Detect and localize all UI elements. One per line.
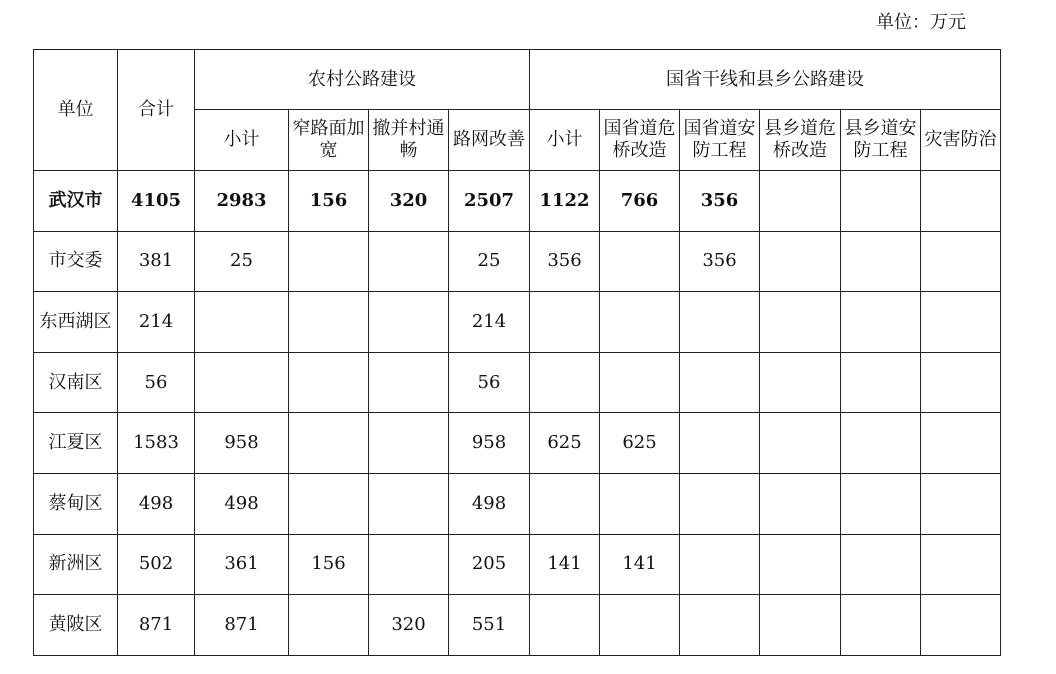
cell-total: 4105 [118, 171, 195, 232]
cell-nat-subtotal: 141 [530, 534, 600, 595]
cell-nat-bridge [600, 292, 680, 353]
header-village-road-text: 撤并村通畅 [372, 118, 445, 161]
cell-narrow [289, 352, 369, 413]
cell-unit: 汉南区 [34, 352, 118, 413]
cell-county-bridge [760, 595, 841, 656]
cell-rural-subtotal: 958 [195, 413, 289, 474]
unit-label: 单位：万元 [876, 12, 966, 33]
header-village-road [369, 110, 449, 171]
cell-nat-bridge: 625 [600, 413, 680, 474]
cell-rural-subtotal: 361 [195, 534, 289, 595]
cell-nat-bridge: 141 [600, 534, 680, 595]
header-unit: 单位 [34, 50, 118, 171]
cell-disaster [921, 231, 1001, 292]
cell-network: 25 [449, 231, 530, 292]
cell-county-safety [841, 413, 921, 474]
cell-county-bridge [760, 231, 841, 292]
cell-county-safety [841, 534, 921, 595]
table-row [34, 595, 1001, 656]
table-row [34, 352, 1001, 413]
cell-nat-safety: 356 [680, 231, 760, 292]
header-county-bridge [760, 110, 841, 171]
cell-nat-bridge [600, 352, 680, 413]
header-total: 合计 [118, 50, 195, 171]
cell-narrow [289, 231, 369, 292]
cell-nat-subtotal: 1122 [530, 171, 600, 232]
cell-unit: 新洲区 [34, 534, 118, 595]
cell-unit: 武汉市 [34, 171, 118, 232]
cell-nat-subtotal [530, 352, 600, 413]
cell-village [369, 413, 449, 474]
cell-disaster [921, 292, 1001, 353]
cell-nat-subtotal [530, 595, 600, 656]
cell-network: 2507 [449, 171, 530, 232]
cell-village [369, 352, 449, 413]
cell-nat-bridge [600, 473, 680, 534]
cell-village [369, 473, 449, 534]
header-national-safety-text: 国省道安防工程 [683, 118, 756, 161]
cell-disaster [921, 413, 1001, 474]
cell-disaster [921, 352, 1001, 413]
cell-county-bridge [760, 352, 841, 413]
cell-nat-safety [680, 292, 760, 353]
cell-nat-bridge [600, 231, 680, 292]
cell-county-safety [841, 473, 921, 534]
table-row [34, 231, 1001, 292]
cell-rural-subtotal [195, 352, 289, 413]
cell-nat-subtotal: 625 [530, 413, 600, 474]
cell-nat-subtotal [530, 292, 600, 353]
cell-narrow [289, 595, 369, 656]
cell-county-safety [841, 292, 921, 353]
cell-rural-subtotal: 25 [195, 231, 289, 292]
cell-network: 205 [449, 534, 530, 595]
header-county-bridge-text: 县乡道危桥改造 [764, 118, 836, 161]
cell-rural-subtotal: 498 [195, 473, 289, 534]
cell-rural-subtotal: 2983 [195, 171, 289, 232]
cell-nat-safety: 356 [680, 171, 760, 232]
header-rural-group: 农村公路建设 [195, 50, 530, 110]
cell-nat-bridge [600, 595, 680, 656]
cell-nat-safety [680, 352, 760, 413]
cell-network: 56 [449, 352, 530, 413]
cell-unit: 东西湖区 [34, 292, 118, 353]
header-county-safety [841, 110, 921, 171]
cell-county-safety [841, 595, 921, 656]
cell-total: 1583 [118, 413, 195, 474]
cell-narrow [289, 473, 369, 534]
cell-disaster [921, 595, 1001, 656]
header-county-safety-text: 县乡道安防工程 [844, 118, 917, 161]
cell-county-safety [841, 352, 921, 413]
cell-total: 871 [118, 595, 195, 656]
header-row-1 [34, 50, 1001, 110]
cell-total: 498 [118, 473, 195, 534]
table-row [34, 534, 1001, 595]
cell-network: 551 [449, 595, 530, 656]
header-narrow-road-text: 窄路面加宽 [292, 118, 365, 161]
cell-rural-subtotal [195, 292, 289, 353]
header-national-group: 国省干线和县乡公路建设 [530, 50, 1001, 110]
header-narrow-road [289, 110, 369, 171]
cell-narrow: 156 [289, 171, 369, 232]
cell-unit: 黄陂区 [34, 595, 118, 656]
cell-nat-safety [680, 534, 760, 595]
cell-county-bridge [760, 473, 841, 534]
cell-unit: 江夏区 [34, 413, 118, 474]
header-national-subtotal: 小计 [530, 110, 600, 171]
funding-table [33, 49, 1001, 656]
cell-disaster [921, 534, 1001, 595]
cell-network: 498 [449, 473, 530, 534]
table-row [34, 292, 1001, 353]
header-national-bridge [600, 110, 680, 171]
header-disaster: 灾害防治 [921, 110, 1001, 171]
cell-county-bridge [760, 534, 841, 595]
cell-total: 502 [118, 534, 195, 595]
cell-county-bridge [760, 171, 841, 232]
cell-nat-safety [680, 473, 760, 534]
cell-narrow: 156 [289, 534, 369, 595]
cell-county-safety [841, 231, 921, 292]
cell-network: 214 [449, 292, 530, 353]
cell-rural-subtotal: 871 [195, 595, 289, 656]
header-network-improve: 路网改善 [449, 110, 530, 171]
cell-nat-safety [680, 595, 760, 656]
cell-unit: 市交委 [34, 231, 118, 292]
cell-village: 320 [369, 595, 449, 656]
table-row [34, 171, 1001, 232]
cell-county-bridge [760, 413, 841, 474]
cell-village [369, 292, 449, 353]
cell-total: 214 [118, 292, 195, 353]
cell-county-safety [841, 171, 921, 232]
header-rural-subtotal: 小计 [195, 110, 289, 171]
cell-nat-safety [680, 413, 760, 474]
cell-village: 320 [369, 171, 449, 232]
cell-nat-bridge: 766 [600, 171, 680, 232]
cell-county-bridge [760, 292, 841, 353]
table-row [34, 473, 1001, 534]
cell-nat-subtotal: 356 [530, 231, 600, 292]
cell-total: 381 [118, 231, 195, 292]
cell-total: 56 [118, 352, 195, 413]
header-national-safety [680, 110, 760, 171]
header-national-bridge-text: 国省道危桥改造 [603, 118, 676, 161]
cell-narrow [289, 413, 369, 474]
cell-unit: 蔡甸区 [34, 473, 118, 534]
cell-disaster [921, 473, 1001, 534]
table-row [34, 413, 1001, 474]
cell-village [369, 534, 449, 595]
cell-network: 958 [449, 413, 530, 474]
cell-disaster [921, 171, 1001, 232]
cell-narrow [289, 292, 369, 353]
cell-nat-subtotal [530, 473, 600, 534]
cell-village [369, 231, 449, 292]
